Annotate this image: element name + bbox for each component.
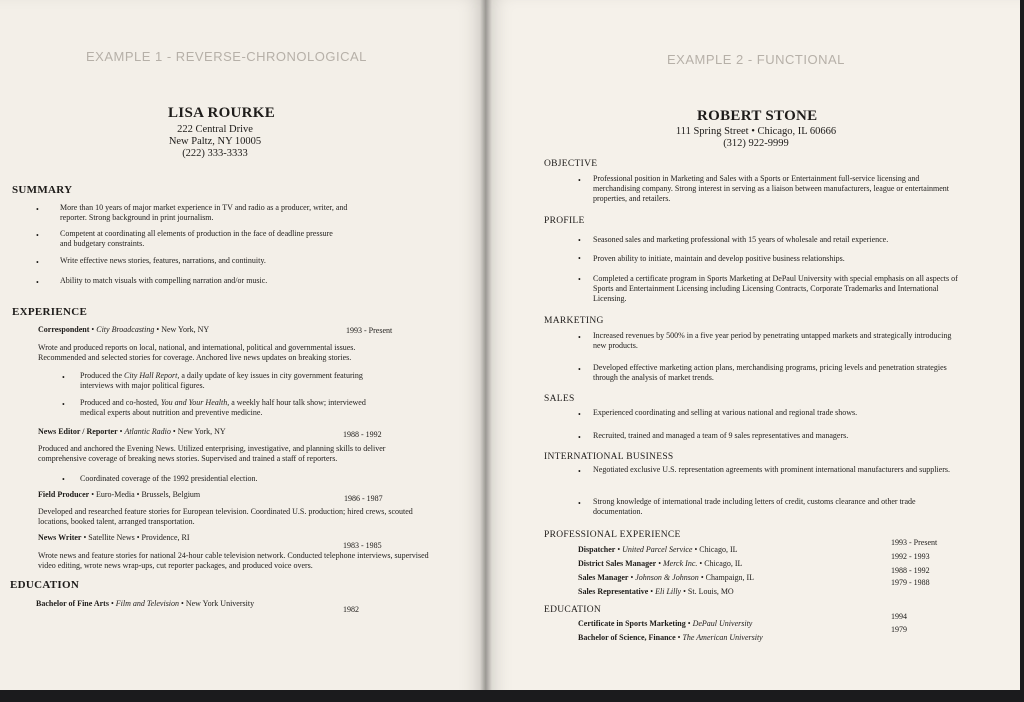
example-1-title: EXAMPLE 1 - REVERSE-CHRONOLOGICAL xyxy=(86,49,367,64)
position-dates: 1979 - 1988 xyxy=(891,578,930,587)
resume-name-robert: ROBERT STONE xyxy=(697,108,818,124)
job-description: Developed and researched feature stories for European television. Coordinated U.S. production; hired crews, scouted locations, booked talent, arranged transportation. xyxy=(38,507,413,526)
degree: Bachelor of Fine Arts xyxy=(36,599,109,608)
certificate-row: Certificate in Sports Marketing • DePaul University xyxy=(578,619,753,628)
job-dates: 1988 - 1992 xyxy=(343,430,382,439)
bullet-icon: • xyxy=(578,254,581,263)
job-org: Euro-Media xyxy=(96,490,135,499)
objective-heading: OBJECTIVE xyxy=(544,159,598,169)
job-bullet: Coordinated coverage of the 1992 presidential election. xyxy=(80,474,258,483)
job-title: News Editor / Reporter xyxy=(38,427,118,436)
bullet-icon: • xyxy=(578,365,581,374)
position-dates: 1993 - Present xyxy=(891,538,938,547)
job-place: Providence, RI xyxy=(141,533,190,542)
position-row: Sales Manager • Johnson & Johnson • Champaign, IL xyxy=(578,573,755,582)
profile-item: Completed a certificate program in Sports Marketing at DePaul University with special emphasis on all aspects of Sports and Entertainment Licensing including Licensing Contracts, Corporate Trademarks and International Licensing. xyxy=(593,274,958,303)
job-title: Field Producer xyxy=(38,490,90,499)
job-description: Wrote and produced reports on local, national, and international, political and governmental issues. Recommended and selected stories for coverage. Anchored live news updates on breaking stories. xyxy=(38,343,356,362)
phone: (312) 922-9999 xyxy=(723,138,789,149)
summary-item: More than 10 years of major market experience in TV and radio as a producer, writer, and reporter. Strong background in print journalism. xyxy=(60,203,348,222)
position-dates: 1988 - 1992 xyxy=(891,566,930,575)
left-page xyxy=(0,0,486,702)
job-description: Wrote news and feature stories for national 24-hour cable television network. Conducted telephone interviews, supervised video editing, wrote news wrap-ups, cut reporter packages, and produced voice overs. xyxy=(38,551,429,570)
experience-heading: EXPERIENCE xyxy=(12,306,88,318)
city: New Paltz, NY 10005 xyxy=(168,136,262,147)
sales-heading: SALES xyxy=(544,394,575,404)
job-title: Correspondent xyxy=(38,325,90,334)
job-heading: Field Producer • Euro-Media • Brussels, Belgium xyxy=(38,490,201,499)
phone: (222) 333-3333 xyxy=(182,148,248,159)
job-dates: 1993 - Present xyxy=(346,326,393,335)
job-heading: Correspondent • City Broadcasting • New York, NY xyxy=(38,325,210,334)
international-item: Strong knowledge of international trade including letters of credit, customs clearance and other trade documentation. xyxy=(593,497,916,516)
certificate-row: Bachelor of Science, Finance • The American University xyxy=(578,633,763,642)
address: 111 Spring Street • Chicago, IL 60666 xyxy=(675,126,837,137)
bullet-icon: • xyxy=(578,275,581,284)
right-page xyxy=(486,0,1020,702)
bullet-icon: • xyxy=(578,333,581,342)
international-heading: INTERNATIONAL BUSINESS xyxy=(544,452,674,462)
bullet-icon: • xyxy=(62,373,65,382)
summary-item: Competent at coordinating all elements of production in the face of deadline pressure and budgetary constraints. xyxy=(60,229,333,248)
job-org: Satellite News xyxy=(88,533,135,542)
profile-item: Proven ability to initiate, maintain and develop positive business relationships. xyxy=(593,254,845,263)
bullet-icon: • xyxy=(62,400,65,409)
certificate-year: 1994 xyxy=(891,612,907,621)
example-2-title: EXAMPLE 2 - FUNCTIONAL xyxy=(667,52,845,67)
grad-year: 1982 xyxy=(343,605,359,614)
job-dates: 1986 - 1987 xyxy=(344,494,383,503)
bullet-icon: • xyxy=(578,176,581,185)
bullet-icon: • xyxy=(62,475,65,484)
bullet-icon: • xyxy=(36,258,39,267)
summary-item: Write effective news stories, features, narrations, and continuity. xyxy=(60,256,266,265)
contact-block xyxy=(656,126,856,150)
book-spine xyxy=(480,0,492,702)
marketing-item: Increased revenues by 500% in a five year period by penetrating untapped markets and strategically introducing new products. xyxy=(593,331,952,350)
marketing-heading: MARKETING xyxy=(544,316,604,326)
international-item: Negotiated exclusive U.S. representation agreements with prominent international manufacturers and suppliers. xyxy=(593,465,950,474)
education-heading: EDUCATION xyxy=(10,579,80,591)
job-place: New York, NY xyxy=(161,325,210,334)
bullet-icon: • xyxy=(36,278,39,287)
job-title: News Writer xyxy=(38,533,82,542)
job-place: New York, NY xyxy=(177,427,226,436)
profile-heading: PROFILE xyxy=(544,216,585,226)
school: New York University xyxy=(185,599,255,608)
sales-item: Recruited, trained and managed a team of 9 sales representatives and managers. xyxy=(593,431,849,440)
job-bullet: Produced the City Hall Report, a daily update of key issues in city government featuring interviews with major political figures. xyxy=(80,371,363,390)
position-dates: 1992 - 1993 xyxy=(891,552,930,561)
professional-experience-heading: PROFESSIONAL EXPERIENCE xyxy=(544,530,681,540)
summary-item: Ability to match visuals with compelling narration and/or music. xyxy=(60,276,268,285)
bullet-icon: • xyxy=(36,231,39,240)
position-row: District Sales Manager • Merck Inc. • Chicago, IL xyxy=(578,559,743,568)
job-place: Brussels, Belgium xyxy=(141,490,201,499)
job-bullet: Produced and co-hosted, You and Your Health, a weekly half hour talk show; interviewed medical experts about nutrition and preventive medicine. xyxy=(80,398,366,417)
address: 222 Central Drive xyxy=(177,124,253,135)
job-heading: News Writer • Satellite News • Providence, RI xyxy=(38,533,190,542)
job-org: City Broadcasting xyxy=(96,325,155,334)
job-description: Produced and anchored the Evening News. Utilized enterprising, investigative, and planning skills to deliver comprehensive coverage of breaking news stories. Supervised and trained a staff of reporters. xyxy=(38,444,386,463)
marketing-item: Developed effective marketing action plans, merchandising programs, pricing levels and penetration strategies through the analysis of market trends. xyxy=(593,363,947,382)
degree-line: Bachelor of Fine Arts • Film and Television • New York University xyxy=(36,599,255,608)
bottom-edge xyxy=(0,690,1024,702)
sales-item: Experienced coordinating and selling at various national and regional trade shows. xyxy=(593,408,858,417)
bullet-icon: • xyxy=(578,467,581,476)
job-dates: 1983 - 1985 xyxy=(343,541,382,550)
education-heading: EDUCATION xyxy=(544,605,602,615)
certificate-year: 1979 xyxy=(891,625,907,634)
summary-heading: SUMMARY xyxy=(12,184,73,196)
bullet-icon: • xyxy=(578,410,581,419)
degree-field: Film and Television xyxy=(115,599,180,608)
position-row: Sales Representative • Eli Lilly • St. Louis, MO xyxy=(578,587,734,596)
job-heading: News Editor / Reporter • Atlantic Radio • New York, NY xyxy=(38,427,226,436)
profile-item: Seasoned sales and marketing professional with 15 years of wholesale and retail experience. xyxy=(593,235,889,244)
resume-name-lisa: LISA ROURKE xyxy=(168,105,276,121)
position-row: Dispatcher • United Parcel Service • Chicago, IL xyxy=(578,545,738,554)
objective-text: Professional position in Marketing and Sales with a Sports or Entertainment full-service licensing and merchandising company. Strong interest in serving as a liaison between manufacturers, league or entertainment properties, and retailers. xyxy=(593,174,950,203)
bullet-icon: • xyxy=(578,499,581,508)
contact-block xyxy=(145,124,285,160)
bullet-icon: • xyxy=(36,205,39,214)
bullet-icon: • xyxy=(578,433,581,442)
bullet-icon: • xyxy=(578,236,581,245)
job-org: Atlantic Radio xyxy=(124,427,171,436)
